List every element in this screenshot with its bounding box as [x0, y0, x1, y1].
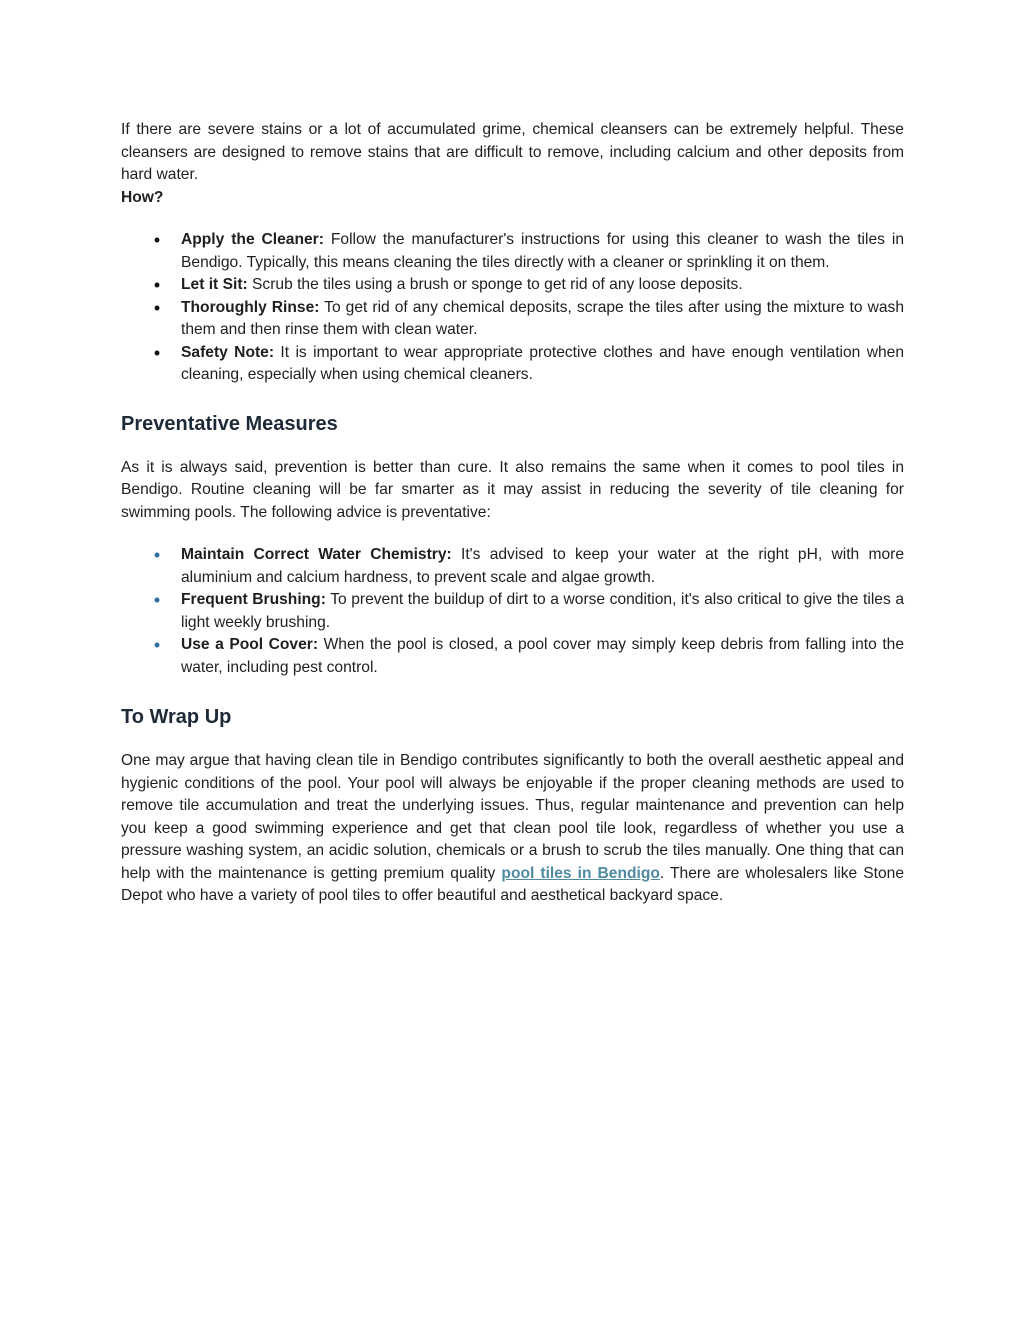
preventative-paragraph: As it is always said, prevention is better than cure. It also remains the same when it comes to pool tiles in Bendigo. Routine cleaning will be far smarter as it may assist in reducing the severity of tile cleaning for swimming pools. The following advice is preventative:: [121, 458, 904, 521]
bullet-icon: [152, 544, 162, 569]
how-label: How?: [121, 188, 164, 206]
list-item-text: It's advised to keep your water at the right pH, with more aluminium and calcium hardness, to prevent scale and algae growth.: [181, 546, 905, 586]
list-item-title: Thoroughly Rinse:: [181, 298, 320, 316]
list-item-text: Scrub the tiles using a brush or sponge to get rid of any loose deposits.: [247, 276, 743, 293]
list-item-text: Follow the manufacturer's instructions for using this cleaner to wash the tiles in Bendigo. Typically, this means cleaning the tiles directly with a cleaner or sprinkling it on them.: [181, 231, 904, 271]
wrap-up-heading: To Wrap Up: [121, 706, 232, 728]
list-item-title: Frequent Brushing:: [181, 591, 326, 608]
preventative-heading: Preventative Measures: [121, 412, 338, 435]
list-item-text: It is important to wear appropriate protective clothes and have enough ventilation when cleaning, especially when using chemical cleaners.: [181, 343, 904, 383]
list-item-title: Apply the Cleaner:: [181, 231, 324, 248]
intro-paragraph: If there are severe stains or a lot of accumulated grime, chemical cleansers can be extremely helpful. These cleansers are designed to remove stains that are difficult to remove, including calcium and other deposits from hard water.: [121, 121, 904, 183]
bullet-icon: [152, 274, 162, 299]
list-item: [121, 274, 904, 297]
list-item: [121, 229, 904, 274]
bullet-icon: [152, 589, 162, 614]
wrap-up-text-after-link: . There are wholesalers like Stone Depot who have a variety of pool tiles to offer beautiful and aesthetical backyard space.: [121, 864, 904, 904]
bullet-icon: [152, 297, 162, 322]
list-item: [121, 544, 904, 589]
preventative-list: [121, 544, 904, 679]
list-item-title: Let it Sit:: [181, 276, 248, 293]
wrap-up-paragraph: [121, 750, 904, 908]
bullet-icon: [152, 342, 162, 367]
list-item: [121, 342, 904, 387]
list-item-title: Maintain Correct Water Chemistry:: [181, 546, 452, 563]
list-item: [121, 297, 904, 342]
pool-tiles-link[interactable]: pool tiles in Bendigo: [501, 864, 660, 882]
list-item: [121, 589, 904, 634]
wrap-up-text-before-link: One may argue that having clean tile in Bendigo contributes significantly to both the overall aesthetic appeal and hygienic conditions of the pool. Your pool will always be enjoyable if the proper cleaning methods are used to remove tile accumulation and treat the underlying issues. Thus, regular maintenance and prevention can help you keep a good swimming experience and get that clean pool tile look, regardless of whether you use a pressure washing system, an acidic solution, chemicals or a brush to scrub the tiles manually. One thing that can help with the maintenance is getting premium quality: [121, 752, 904, 882]
list-item-text: To get rid of any chemical deposits, scrape the tiles after using the mixture to wash them and then rinse them with clean water.: [181, 298, 904, 338]
list-item-text: To prevent the buildup of dirt to a worse condition, it's also critical to give the tiles a light weekly brushing.: [181, 591, 904, 631]
document-content: [121, 119, 904, 908]
list-item: [121, 634, 904, 679]
list-item-title: Use a Pool Cover:: [181, 636, 319, 653]
list-item-title: Safety Note:: [181, 343, 275, 361]
bullet-icon: [152, 634, 162, 659]
how-steps-list: [121, 229, 904, 387]
list-item-text: When the pool is closed, a pool cover may simply keep debris from falling into the water, including pest control.: [181, 636, 905, 676]
bullet-icon: [152, 229, 162, 254]
